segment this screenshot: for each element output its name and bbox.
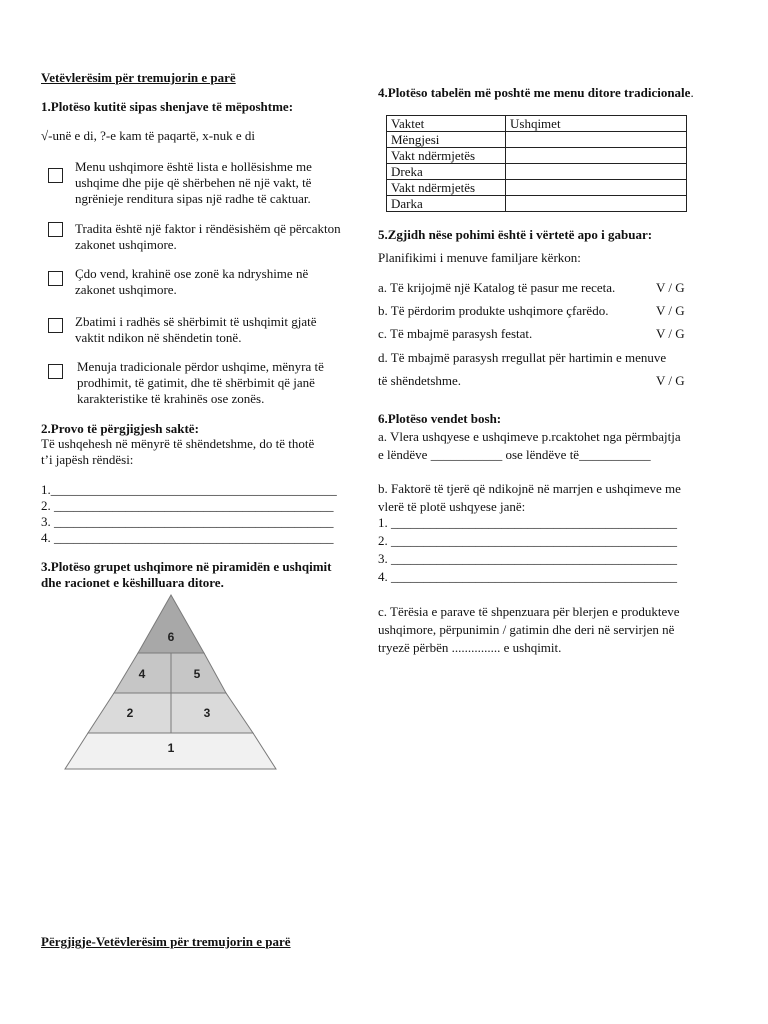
q2-heading: 2.Provo të përgjigjesh saktë: [41,421,199,436]
table-cell-input[interactable] [506,148,687,164]
pyramid-label-1: 1 [167,741,175,755]
q2-blank-4[interactable]: 4. ___________________________________________ [41,530,334,545]
q6-blank-4[interactable]: 4. ____________________________________________ [378,569,677,584]
q1-item-1: Menu ushqimore është lista e hollësishme me ushqime dhe pije që shërbehen në një vakt, të ngrënieje renditura sipas një radhe të caktuar. [75,159,312,206]
pyramid-label-3: 3 [203,706,211,720]
table-cell-input[interactable] [506,164,687,180]
pyramid-level-top [138,595,204,653]
q4-heading: 4.Plotëso tabelën më poshtë me menu ditore tradicionale. [378,85,694,100]
q6-item-c: c. Tërësia e parave të shpenzuara për blerjen e produkteve ushqimore, përpunimin / gatimin dhe deri në servirjen në tryezë përbën ............... e ushqimit. [378,604,680,655]
q6-blank-3[interactable]: 3. ____________________________________________ [378,551,677,566]
header-ushqimet: Ushqimet [506,116,687,132]
q5-heading: 5.Zgjidh nëse pohimi është i vërtetë apo i gabuar: [378,227,653,242]
pyramid-label-6: 6 [167,630,175,644]
q5-intro: Planifikimi i menuve familjare kërkon: [378,250,581,265]
q2-blank-3[interactable]: 3. ___________________________________________ [41,514,334,529]
pyramid-level-mid [114,653,226,693]
q2-prompt: Të ushqehesh në mënyrë të shëndetshme, do të thotë t’i japësh rëndësi: [41,436,315,467]
pyramid-label-2: 2 [126,706,134,720]
answers-title: Përgjigje-Vetëvlerësim për tremujorin e parë [41,934,291,949]
answer-vg-a[interactable]: V / G [656,280,685,295]
q6-blank-1[interactable]: 1. ____________________________________________ [378,515,677,530]
answer-vg-b[interactable]: V / G [656,303,685,318]
checkbox-5[interactable] [48,364,63,379]
q5-item-c: c. Të mbajmë parasysh festat. V / G [378,326,685,341]
q6-item-b: b. Faktorë të tjerë që ndikojnë në marrjen e ushqimeve me vlerë të plotë ushqyese janë: [378,481,681,514]
table-row: Mëngjesi [387,132,687,148]
q6-item-a: a. Vlera ushqyese e ushqimeve p.rcaktohet nga përmbajtja e lëndëve ___________ ose lëndëve të___________ [378,429,681,462]
header-vaktet: Vaktet [387,116,506,132]
answer-vg-d[interactable]: V / G [656,373,685,388]
table-row: Vakt ndërmjetës [387,148,687,164]
pyramid-label-5: 5 [193,667,201,681]
q1-item-4: Zbatimi i radhës së shërbimit të ushqimit gjatë vaktit ndikon në shëndetin tonë. [75,314,317,345]
checkbox-1[interactable] [48,168,63,183]
q3-heading: 3.Plotëso grupet ushqimore në piramidën e ushqimit dhe racionet e këshilluara ditore. [41,559,332,590]
q5-item-d-cont: të shëndetshme. V / G [378,373,685,388]
q5-item-b: b. Të përdorim produkte ushqimore çfarëdo. V / G [378,303,685,318]
table-row: Darka [387,196,687,212]
food-pyramid [58,590,298,775]
page-title: Vetëvlerësim për tremujorin e parë [41,70,236,85]
q1-legend: √-unë e di, ?-e kam të paqartë, x-nuk e di [41,128,255,143]
table-cell-input[interactable] [506,132,687,148]
q5-item-d: d. Të mbajmë parasysh rregullat për hartimin e menuve [378,350,667,365]
checkbox-2[interactable] [48,222,63,237]
q6-heading: 6.Plotëso vendet bosh: [378,411,502,426]
table-cell-input[interactable] [506,180,687,196]
answer-vg-c[interactable]: V / G [656,326,685,341]
table-header-row [387,116,687,132]
menu-table [386,115,687,212]
q6-blank-2[interactable]: 2. ____________________________________________ [378,533,677,548]
q1-item-5: Menuja tradicionale përdor ushqime, mënyra të prodhimit, të gatimit, dhe të shërbimit që janë karakteristike të krahinës ose zonës. [77,359,324,406]
q1-heading: 1.Plotëso kutitë sipas shenjave të mëposhtme: [41,99,294,114]
q2-blank-2[interactable]: 2. ___________________________________________ [41,498,334,513]
table-row: Dreka [387,164,687,180]
checkbox-4[interactable] [48,318,63,333]
q5-item-a: a. Të krijojmë një Katalog të pasur me receta. V / G [378,280,685,295]
pyramid-label-4: 4 [138,667,146,681]
q1-item-2: Tradita është një faktor i rëndësishëm që përcakton zakonet ushqimore. [75,221,341,252]
table-cell-input[interactable] [506,196,687,212]
table-row: Vakt ndërmjetës [387,180,687,196]
q2-blank-1[interactable]: 1.____________________________________________ [41,482,337,497]
q1-item-3: Çdo vend, krahinë ose zonë ka ndryshime në zakonet ushqimore. [75,266,309,297]
checkbox-3[interactable] [48,271,63,286]
